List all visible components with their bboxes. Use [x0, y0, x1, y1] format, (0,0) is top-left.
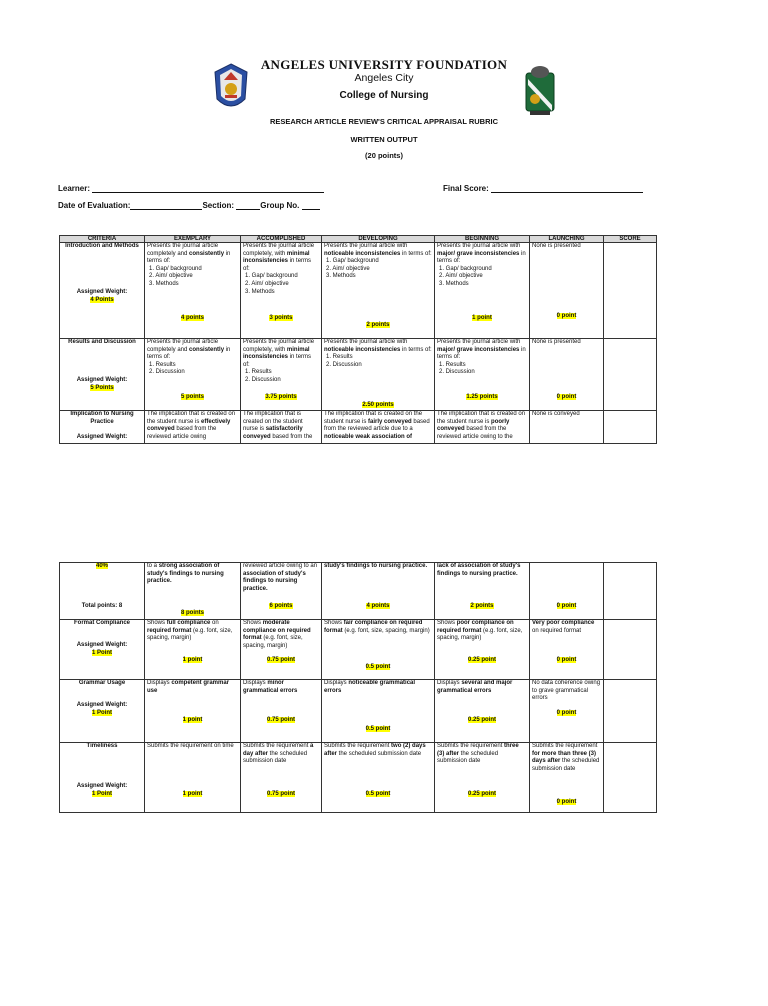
- cell-format-accomplished: Shows moderate compliance on required format (e.g. font, size, spacing, margin) 0.75 point: [241, 620, 322, 680]
- points-implication-accomplished: 6 points: [269, 603, 293, 609]
- cell-implication-launching-bottom: [530, 563, 604, 620]
- cell-implication-beginning-bottom: lack of association of study's findings to nursing practice. 2 points: [435, 563, 530, 620]
- weight-label-format: Assigned Weight:: [76, 642, 128, 648]
- weight-label-results: Assigned Weight:: [76, 377, 128, 383]
- group-label: Group No.: [260, 201, 300, 210]
- points-timeliness-accomplished: 0.75 point: [266, 791, 295, 797]
- cell-grammar-accomplished: Displays minor grammatical errors 0.75 point: [241, 680, 322, 743]
- cell-results-developing: Presents the journal article with noticeable inconsistencies in terms of: 1. Results 2. Discussion 2.50 points: [322, 339, 435, 411]
- cell-results-launching: None is presented 0 point: [530, 339, 604, 411]
- col-exemplary: EXEMPLARY: [145, 236, 241, 243]
- cell-implication-developing-bottom: study's findings to nursing practice. 4 points: [322, 563, 435, 620]
- points-timeliness-developing: 0.5 point: [365, 791, 391, 797]
- weight-label-grammar: Assigned Weight:: [76, 702, 128, 708]
- cell-grammar-exemplary: Displays competent grammar use 1 point: [145, 680, 241, 743]
- cell-implication-developing-top: The implication that is created on the student nurse is fairly conveyed based from the reviewed article due to a noticeable weak association of: [322, 411, 435, 444]
- points-results-launching: 0 point: [556, 394, 577, 400]
- cell-implication-accomplished-bottom: reviewed article owing to an association of study's findings to nursing practice. 6 points: [241, 563, 322, 620]
- points-format-developing: 0.5 point: [365, 664, 391, 670]
- points-implication-exemplary: 8 points: [180, 610, 204, 616]
- criteria-format: [60, 620, 145, 680]
- rubric-header-row: [60, 236, 657, 243]
- learner-field[interactable]: [58, 184, 324, 193]
- cell-implication-exemplary-bottom: to a strong association of study's findings to nursing practice. 8 points: [145, 563, 241, 620]
- cell-intro-exemplary: Presents the journal article completely and consistently in terms of: 1. Gap/ background 2. Aim/ objective 3. Methods 4 points: [145, 243, 241, 339]
- points-grammar-exemplary: 1 point: [182, 717, 203, 723]
- points-results-accomplished: 3.75 points: [265, 394, 297, 400]
- col-accomplished: ACCOMPLISHED: [241, 236, 322, 243]
- points-format-exemplary: 1 point: [182, 657, 203, 663]
- weight-timeliness: 1 Point: [91, 791, 112, 797]
- learner-line: [92, 184, 324, 193]
- cell-implication-beginning-top: The implication that is created on the student nurse is poorly conveyed based from the reviewed article owing to the: [435, 411, 530, 444]
- points-grammar-accomplished: 0.75 point: [266, 717, 295, 723]
- cell-grammar-launching: No data coherence owing to grave grammatical errors 0 point: [530, 680, 604, 743]
- final-score-line: [491, 184, 643, 193]
- criteria-intro: [60, 243, 145, 339]
- cell-intro-launching: None is presented 0 point: [530, 243, 604, 339]
- points-intro-launching: 0 point: [556, 313, 577, 319]
- table-row-intro: [60, 243, 657, 339]
- criteria-implication-label: Implication to Nursing Practice: [70, 411, 134, 425]
- output-type: WRITTEN OUTPUT: [350, 135, 418, 144]
- weight-intro: 4 Points: [90, 297, 114, 303]
- score-intro[interactable]: [604, 243, 657, 339]
- rubric-table-bottom: [59, 562, 657, 813]
- criteria-grammar-label: Grammar Usage: [78, 680, 126, 686]
- cell-timeliness-exemplary: Submits the requirement on time 1 point: [145, 743, 241, 813]
- points-timeliness-launching: 0 point: [556, 799, 577, 805]
- criteria-implication-cont: [60, 563, 145, 620]
- score-implication[interactable]: [604, 411, 657, 444]
- points-results-beginning: 1.25 points: [466, 394, 498, 400]
- table-row-timeliness: [60, 743, 657, 813]
- date-line: [130, 201, 202, 210]
- table-row-grammar: [60, 680, 657, 743]
- date-label: Date of Evaluation:: [58, 201, 131, 210]
- weight-implication: 40%: [95, 563, 108, 569]
- cell-format-developing: Shows fair compliance on required format (e.g. font, size, spacing, margin) 0.5 point: [322, 620, 435, 680]
- points-intro-accomplished: 3 points: [269, 315, 293, 321]
- item-list: 1. Gap/ background 2. Aim/ objective 3. Methods: [149, 265, 202, 287]
- weight-label-intro: Assigned Weight:: [76, 289, 128, 295]
- total-points: (20 points): [365, 151, 403, 160]
- score-results[interactable]: [604, 339, 657, 411]
- points-grammar-launching: 0 point: [556, 710, 577, 716]
- cell-format-launching: Very poor compliance on required format 0 point: [530, 620, 604, 680]
- points-grammar-beginning: 0.25 point: [467, 717, 496, 723]
- points-format-launching: 0 point: [556, 657, 577, 663]
- criteria-timeliness-label: Timeliness: [86, 743, 118, 749]
- points-intro-beginning: 1 point: [472, 315, 492, 321]
- col-launching: LAUNCHING: [530, 236, 604, 243]
- points-results-developing: 2.50 points: [362, 402, 394, 408]
- criteria-timeliness: [60, 743, 145, 813]
- col-beginning: BEGINNING: [435, 236, 530, 243]
- weight-label-timeliness: Assigned Weight:: [76, 783, 128, 789]
- col-score: SCORE: [604, 236, 657, 243]
- points-implication-developing: 4 points: [366, 603, 390, 609]
- score-timeliness[interactable]: [604, 743, 657, 813]
- cell-intro-beginning: Presents the journal article with major/ grave inconsistencies in terms of: 1. Gap/ background 2. Aim/ objective 3. Methods 1 point: [435, 243, 530, 339]
- points-implication-beginning: 2 points: [470, 603, 494, 609]
- points-intro-developing: 2 points: [366, 322, 390, 328]
- cell-results-exemplary: Presents the journal article completely and consistently in terms of: 1. Results 2. Discussion 5 points: [145, 339, 241, 411]
- table-row-results: [60, 339, 657, 411]
- cell-format-beginning: Shows poor compliance on required format (e.g. font, size, spacing, margin) 0.25 point: [435, 620, 530, 680]
- cell-format-exemplary: Shows full compliance on required format (e.g. font, size, spacing, margin) 1 point: [145, 620, 241, 680]
- weight-format: 1 Point: [91, 650, 112, 656]
- points-intro-exemplary: 4 points: [180, 315, 204, 321]
- group-line: [302, 201, 320, 210]
- cell-timeliness-accomplished: Submits the requirement a day after the scheduled submission date 0.75 point: [241, 743, 322, 813]
- section-label: Section:: [202, 201, 235, 210]
- cell-timeliness-launching: Submits the requirement for more than three (3) days after the scheduled submission date 0 point: [530, 743, 604, 813]
- final-score-label: Final Score:: [443, 184, 489, 193]
- university-name: ANGELES UNIVERSITY FOUNDATION: [260, 57, 508, 72]
- university-city: Angeles City: [354, 72, 414, 84]
- score-implication-cont[interactable]: [604, 563, 657, 620]
- points-timeliness-beginning: 0.25 point: [467, 791, 496, 797]
- col-criteria: CRITERIA: [60, 236, 145, 243]
- criteria-grammar: [60, 680, 145, 743]
- points-timeliness-exemplary: 1 point: [182, 791, 203, 797]
- cell-intro-developing: Presents the journal article with noticeable inconsistencies in terms of: 1. Gap/ background 2. Aim/ objective 3. Methods 2 points: [322, 243, 435, 339]
- criteria-implication: [60, 411, 145, 444]
- cell-intro-accomplished: Presents the journal article completely, with minimal inconsistencies in terms of: 1. Gap/ background 2. Aim/ objective 3. Methods 3 points: [241, 243, 322, 339]
- criteria-format-label: Format Compliance: [73, 620, 130, 626]
- table-row-format: [60, 620, 657, 680]
- weight-results: 5 Points: [90, 385, 114, 391]
- date-section-group-field[interactable]: [58, 201, 320, 210]
- points-format-beginning: 0.25 point: [467, 657, 496, 663]
- cell-results-accomplished: Presents the journal article completely, with minimal inconsistencies in terms of: 1. Results 2. Discussion 3.75 points: [241, 339, 322, 411]
- implication-total-label: Total points: 8: [81, 603, 123, 609]
- rubric-title: RESEARCH ARTICLE REVIEW'S CRITICAL APPRAISAL RUBRIC: [269, 117, 499, 126]
- points-format-accomplished: 0.75 point: [266, 657, 295, 663]
- cell-implication-accomplished-top: The implication that is created on the student nurse is satisfactorily conveyed based from the: [241, 411, 322, 444]
- points-grammar-developing: 0.5 point: [365, 726, 391, 732]
- final-score-field[interactable]: [443, 184, 643, 193]
- learner-label: Learner:: [58, 184, 91, 193]
- criteria-intro-label: Introduction and Methods: [65, 243, 139, 249]
- cell-implication-launching-top: None is conveyed: [530, 411, 604, 444]
- table-row-implication-top: [60, 411, 657, 444]
- points-implication-launching: 0 point: [556, 603, 577, 609]
- score-grammar[interactable]: [604, 680, 657, 743]
- rubric-table-top: [59, 235, 657, 444]
- col-developing: DEVELOPING: [322, 236, 435, 243]
- cell-results-beginning: Presents the journal article with major/ grave inconsistencies in terms of: 1. Results 2. Discussion 1.25 points: [435, 339, 530, 411]
- cell-timeliness-beginning: Submits the requirement three (3) after the scheduled submission date 0.25 point: [435, 743, 530, 813]
- points-results-exemplary: 5 points: [180, 394, 204, 400]
- weight-grammar: 1 Point: [91, 710, 112, 716]
- cell-grammar-beginning: Displays several and major grammatical errors 0.25 point: [435, 680, 530, 743]
- criteria-results: [60, 339, 145, 411]
- score-format[interactable]: [604, 620, 657, 680]
- section-line: [236, 201, 260, 210]
- table-row-implication-bottom: [60, 563, 657, 620]
- cell-implication-exemplary-top: The implication that is created on the student nurse is effectively conveyed based from the reviewed article owing: [145, 411, 241, 444]
- weight-label-implication: Assigned Weight:: [76, 434, 128, 440]
- criteria-results-label: Results and Discussion: [68, 339, 136, 345]
- college-name: College of Nursing: [339, 90, 429, 101]
- cell-grammar-developing: Displays noticeable grammatical errors 0.5 point: [322, 680, 435, 743]
- cell-timeliness-developing: Submits the requirement two (2) days after the scheduled submission date 0.5 point: [322, 743, 435, 813]
